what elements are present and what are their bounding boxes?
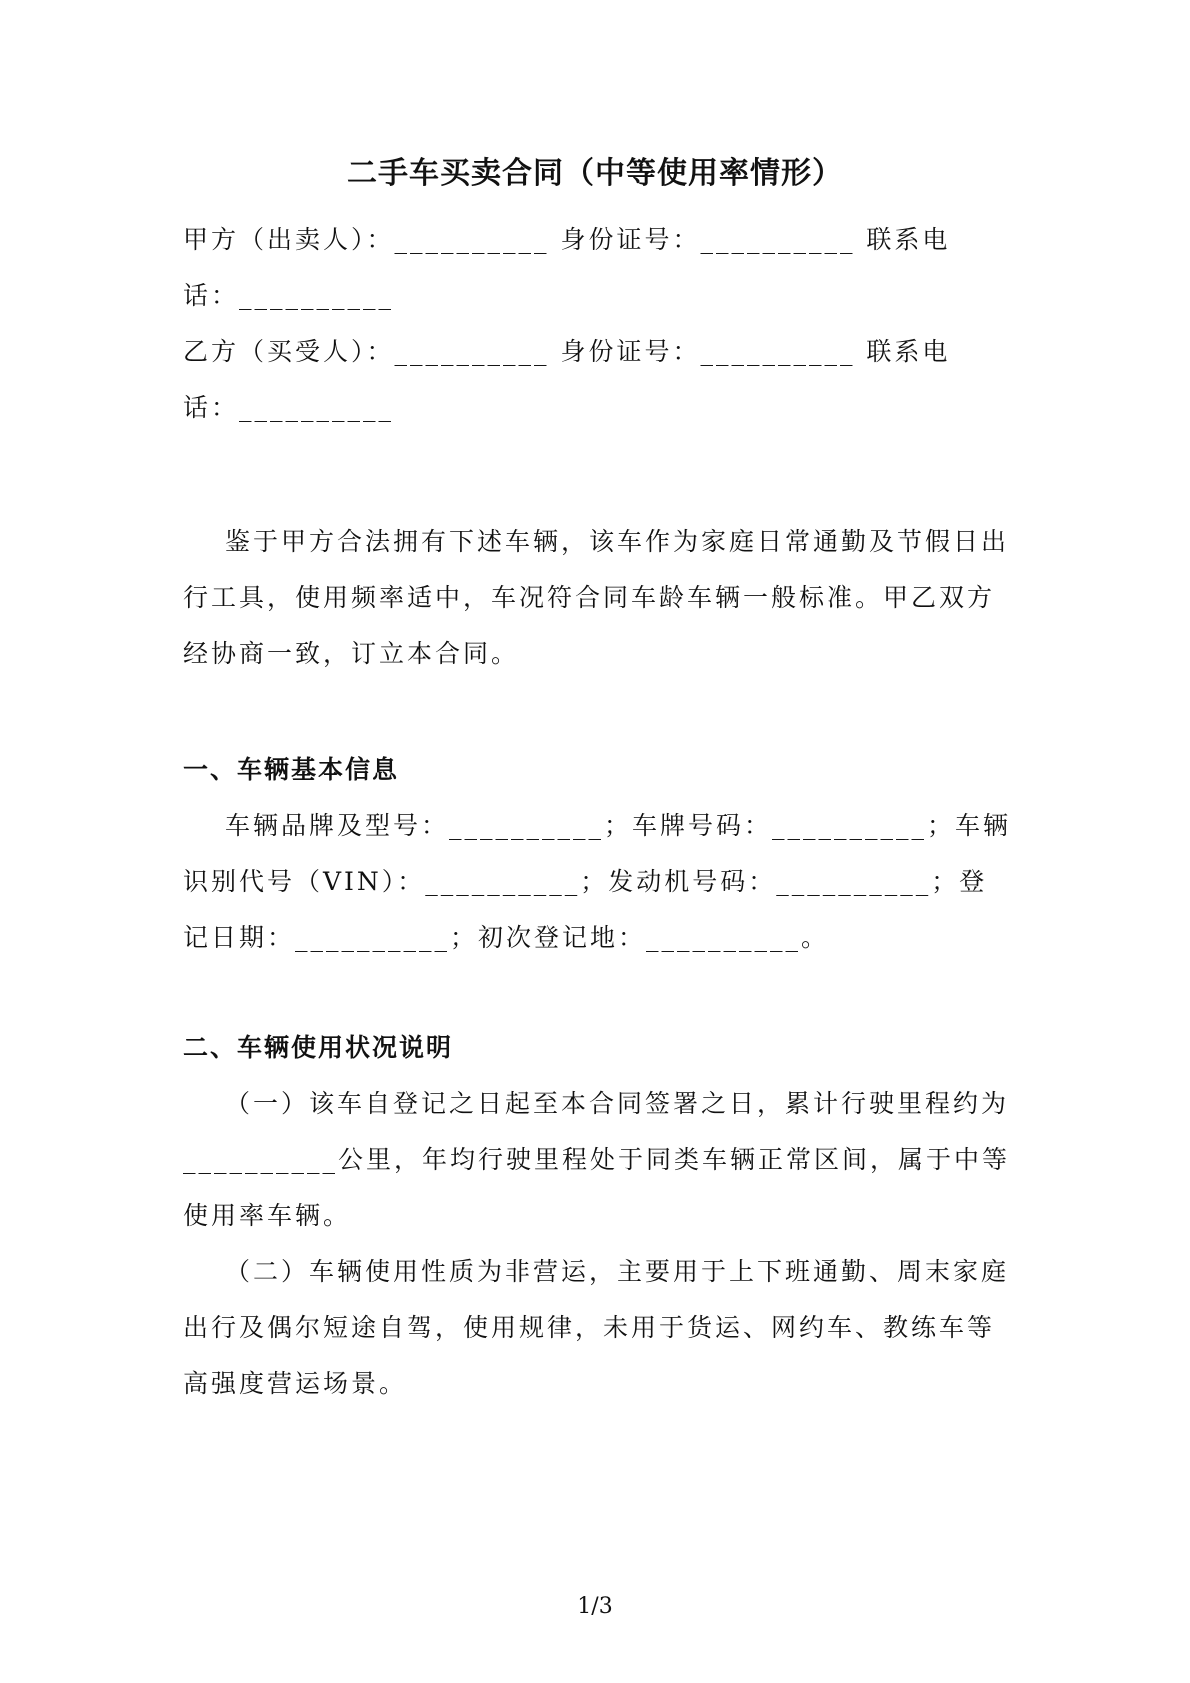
section2-heading: 二、车辆使用状况说明 bbox=[183, 1033, 454, 1062]
party-b-line2: 话：__________ bbox=[183, 393, 395, 422]
page-number: 1/3 bbox=[577, 1594, 613, 1619]
document-title: 二手车买卖合同（中等使用率情形） bbox=[347, 156, 843, 191]
party-a-line2: 话：__________ bbox=[183, 281, 395, 310]
parties-block bbox=[183, 212, 1013, 436]
party-b-line1: 乙方（买受人）：__________ 身份证号：__________ 联系电 bbox=[183, 337, 951, 366]
section1-heading: 一、车辆基本信息 bbox=[183, 755, 400, 784]
party-a-line1: 甲方（出卖人）：__________ 身份证号：__________ 联系电 bbox=[183, 225, 951, 254]
section2-para2: （二）车辆使用性质为非营运，主要用于上下班通勤、周末家庭出行及偶尔短途自驾，使用规律，未用于货运、网约车、教练车等高强度营运场景。 bbox=[183, 1257, 1010, 1398]
section1-body: 车辆品牌及型号：__________；车牌号码：__________；车辆识别代号（VIN）：__________；发动机号码：__________；登记日期：__________；初次登记地：__________。 bbox=[183, 811, 1012, 952]
preamble-paragraph: 鉴于甲方合法拥有下述车辆，该车作为家庭日常通勤及节假日出行工具，使用频率适中，车况符合同车龄车辆一般标准。甲乙双方经协商一致，订立本合同。 bbox=[183, 527, 1010, 668]
section2-para1: （一）该车自登记之日起至本合同签署之日，累计行驶里程约为__________公里，年均行驶里程处于同类车辆正常区间，属于中等使用率车辆。 bbox=[183, 1089, 1011, 1230]
